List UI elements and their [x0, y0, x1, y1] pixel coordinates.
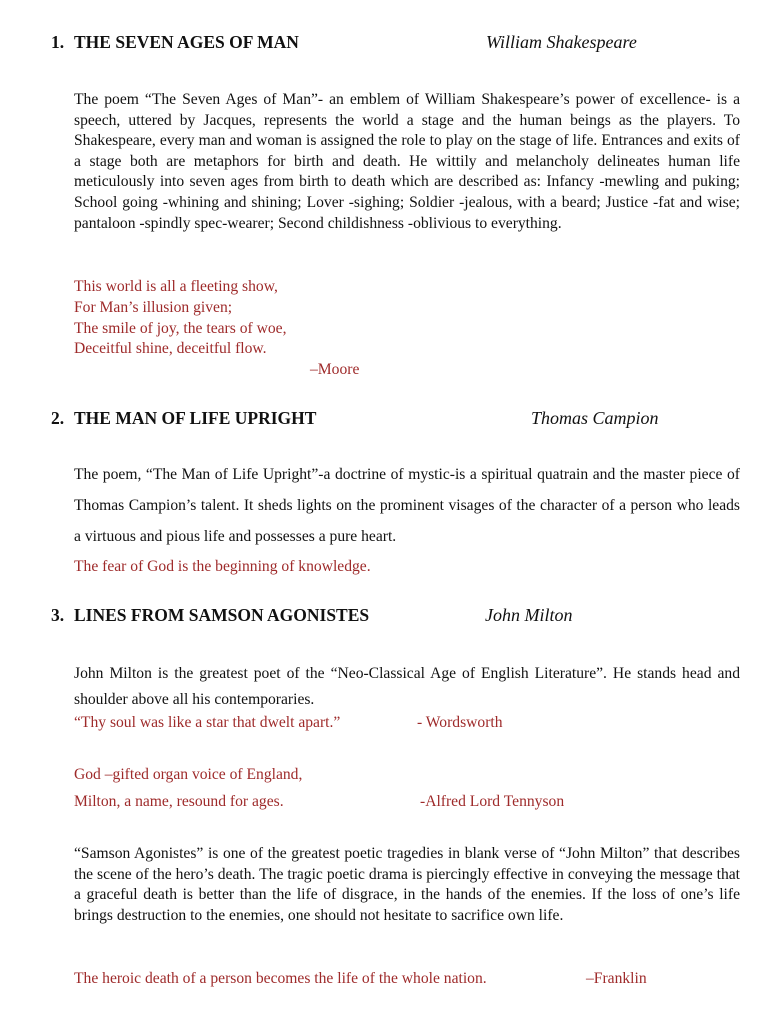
section-3-title: LINES FROM SAMSON AGONISTES: [74, 605, 370, 625]
section-3-paragraph-2: “Samson Agonistes” is one of the greatest poetic tragedies in blank verse of “John Milton” that describes the scene of the hero’s death. The tragic poetic drama is piercingly effective in conveying the message that a graceful death is better than the life of disgrace, in the hands of the enemies. If the loss of one’s life brings destruction to the enemies, one should not hesitate to sacrifice own life.: [74, 845, 740, 924]
section-2-author: Thomas Campion: [531, 408, 659, 428]
quote-line: This world is all a fleeting show,: [74, 278, 278, 295]
section-2-quote: The fear of God is the beginning of knowledge.: [74, 558, 371, 575]
section-1-author: William Shakespeare: [486, 32, 637, 52]
section-3-author: John Milton: [485, 605, 573, 625]
section-3-quote-3-attribution: –Franklin: [586, 970, 647, 987]
section-1-number: 1.: [51, 32, 65, 52]
section-3-quote-2-attribution: -Alfred Lord Tennyson: [420, 793, 565, 810]
section-1-paragraph: The poem “The Seven Ages of Man”- an emblem of William Shakespeare’s power of excellence- is a speech, uttered by Jacques, represents the world a stage and the human beings as the players. To Shakespeare, every man and woman is assigned the role to play on the stage of life. Entrances and exits of a stage both are metaphors for birth and death. He wittily and melancholy delineates human life meticulously into seven ages from birth to death which are described as: Infancy -mewling and puking; School going -whining and shining; Lover -sighing; Soldier -jealous, with a beard; Justice -fat and wise; pantaloon -spindly spec-wearer; Second childishness -oblivious to everything.: [74, 91, 740, 232]
quote-line: For Man’s illusion given;: [74, 298, 233, 316]
section-2-number: 2.: [51, 408, 65, 428]
section-1-title: THE SEVEN AGES OF MAN: [74, 32, 299, 52]
section-3-paragraph-1: John Milton is the greatest poet of the “Neo-Classical Age of English Literature”. He stands head and shoulder above all his contemporaries.: [74, 665, 740, 708]
section-2-title: THE MAN OF LIFE UPRIGHT: [74, 408, 317, 428]
section-3-quote-1-attribution: - Wordsworth: [417, 714, 503, 731]
section-1-quote-attribution: –Moore: [310, 361, 360, 378]
quote-line: The smile of joy, the tears of woe,: [74, 319, 287, 337]
section-3-quote-2-line-1: God –gifted organ voice of England,: [74, 766, 303, 783]
section-3-quote-2-line-2: Milton, a name, resound for ages.: [74, 793, 284, 810]
section-3-number: 3.: [51, 605, 65, 625]
section-2-paragraph: The poem, “The Man of Life Upright”-a doctrine of mystic-is a spiritual quatrain and the master piece of Thomas Campion’s talent. It sheds lights on the prominent visages of the character of a person who leads a virtuous and pious life and possesses a pure heart.: [74, 466, 740, 545]
quote-line: Deceitful shine, deceitful flow.: [74, 340, 267, 358]
section-1-quote: [74, 277, 286, 360]
section-3-quote-3: The heroic death of a person becomes the life of the whole nation.: [74, 970, 487, 987]
section-3-quote-1: “Thy soul was like a star that dwelt apart.”: [74, 714, 341, 731]
